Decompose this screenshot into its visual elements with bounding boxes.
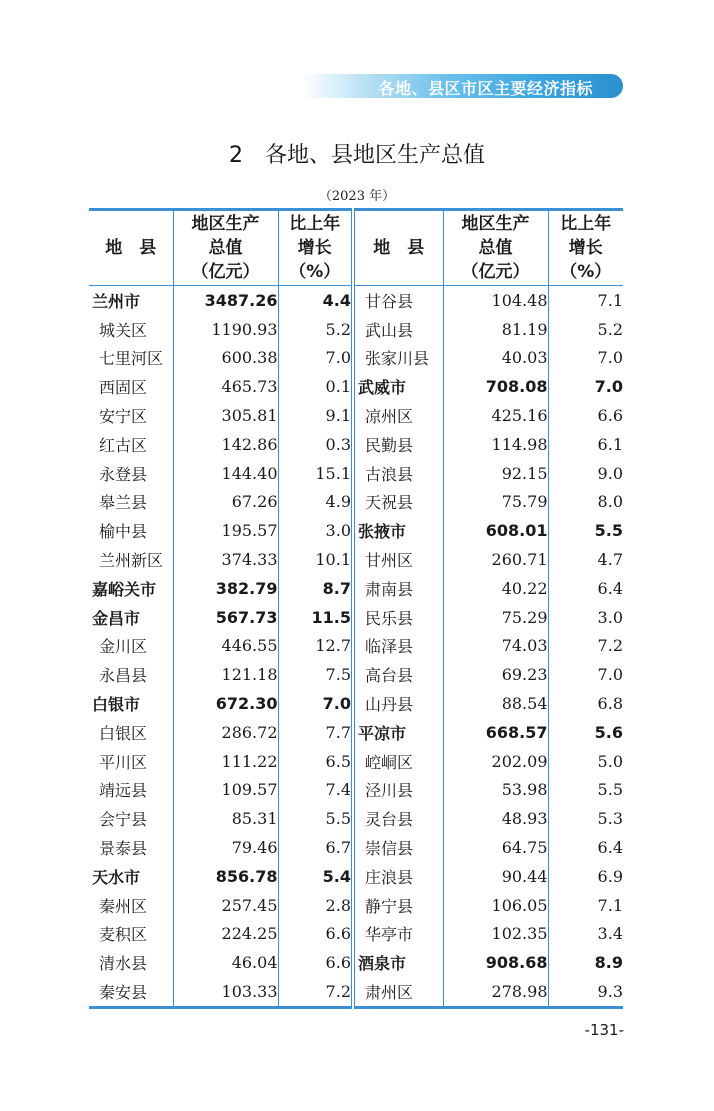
gdp-value-left: 374.33 — [173, 545, 278, 574]
region-name-right: 临泽县 — [353, 632, 443, 661]
region-name-right: 张掖市 — [353, 516, 443, 545]
growth-value-left: 4.9 — [278, 488, 353, 517]
growth-value-left: 5.5 — [278, 804, 353, 833]
region-name-left: 兰州新区 — [99, 551, 164, 571]
gdp-value-right: 425.16 — [443, 401, 548, 430]
region-name-right: 民乐县 — [353, 603, 443, 632]
region-name-right: 古浪县 — [353, 459, 443, 488]
region-name-right: 平凉市 — [353, 718, 443, 747]
gdp-value-left: 286.72 — [173, 718, 278, 747]
growth-value-right: 7.1 — [548, 286, 623, 315]
region-name-left: 金昌市 — [92, 608, 141, 628]
gdp-value-left: 224.25 — [173, 920, 278, 949]
growth-value-right: 6.6 — [548, 401, 623, 430]
growth-value-left: 6.6 — [278, 920, 353, 949]
gdp-value-right: 48.93 — [443, 804, 548, 833]
table-row — [89, 718, 623, 747]
region-name-left: 七里河区 — [99, 349, 164, 369]
region-name-left: 西固区 — [99, 378, 148, 398]
gdp-value-right: 908.68 — [443, 948, 548, 977]
region-name-right: 武威市 — [353, 372, 443, 401]
table-row — [89, 286, 623, 315]
region-name-left: 靖远县 — [99, 781, 148, 801]
region-name-right: 甘州区 — [353, 545, 443, 574]
gdp-value-right: 75.29 — [443, 603, 548, 632]
header-gdp-right: 地区生产 总值 （亿元） — [443, 210, 548, 286]
table-row — [89, 862, 623, 891]
region-name-right: 高台县 — [353, 660, 443, 689]
growth-value-left: 7.0 — [278, 344, 353, 373]
gdp-value-left: 600.38 — [173, 344, 278, 373]
region-name-left: 会宁县 — [99, 810, 148, 830]
gdp-value-right: 74.03 — [443, 632, 548, 661]
table-row — [89, 372, 623, 401]
region-name-right: 民勤县 — [353, 430, 443, 459]
growth-value-right: 3.0 — [548, 603, 623, 632]
growth-value-left: 6.5 — [278, 747, 353, 776]
region-name-left: 白银市 — [92, 695, 141, 715]
table-row — [89, 833, 623, 862]
page-title — [0, 138, 714, 169]
gdp-value-left: 567.73 — [173, 603, 278, 632]
table-row — [89, 689, 623, 718]
gdp-value-left: 305.81 — [173, 401, 278, 430]
gdp-value-right: 260.71 — [443, 545, 548, 574]
gdp-value-left: 46.04 — [173, 948, 278, 977]
region-name-left: 永昌县 — [99, 666, 148, 686]
table-row — [89, 948, 623, 977]
table-row — [89, 516, 623, 545]
region-name-right: 庄浪县 — [353, 862, 443, 891]
region-name-right: 灵台县 — [353, 804, 443, 833]
gdp-value-right: 40.22 — [443, 574, 548, 603]
gdp-value-left: 195.57 — [173, 516, 278, 545]
gdp-table — [89, 208, 623, 1009]
growth-value-left: 5.4 — [278, 862, 353, 891]
table-row — [89, 488, 623, 517]
gdp-value-right: 708.08 — [443, 372, 548, 401]
growth-value-right: 9.0 — [548, 459, 623, 488]
region-name-right: 山丹县 — [353, 689, 443, 718]
table-row — [89, 920, 623, 949]
region-name-left: 兰州市 — [92, 291, 141, 311]
region-name-right: 肃南县 — [353, 574, 443, 603]
growth-value-left: 7.0 — [278, 689, 353, 718]
gdp-value-right: 668.57 — [443, 718, 548, 747]
region-name-left: 榆中县 — [99, 522, 148, 542]
table-number: 2 — [228, 143, 243, 168]
region-name-right: 凉州区 — [353, 401, 443, 430]
growth-value-left: 10.1 — [278, 545, 353, 574]
growth-value-left: 0.3 — [278, 430, 353, 459]
growth-value-left: 5.2 — [278, 315, 353, 344]
region-name-left: 麦积区 — [99, 925, 148, 945]
gdp-value-left: 79.46 — [173, 833, 278, 862]
growth-value-right: 7.0 — [548, 344, 623, 373]
region-name-left: 嘉峪关市 — [92, 579, 157, 599]
region-name-right: 崇信县 — [353, 833, 443, 862]
section-banner-text: 各地、县区市区主要经济指标 — [378, 79, 593, 98]
table-row — [89, 804, 623, 833]
page-number: -131- — [584, 1021, 624, 1039]
growth-value-right: 8.0 — [548, 488, 623, 517]
growth-value-left: 15.1 — [278, 459, 353, 488]
growth-value-right: 7.0 — [548, 660, 623, 689]
gdp-value-left: 1190.93 — [173, 315, 278, 344]
region-name-left: 平川区 — [99, 752, 148, 772]
growth-value-left: 7.5 — [278, 660, 353, 689]
region-name-left: 白银区 — [99, 723, 148, 743]
table-row — [89, 776, 623, 805]
table-row — [89, 545, 623, 574]
region-name-left: 城关区 — [99, 320, 148, 340]
growth-value-left: 2.8 — [278, 891, 353, 920]
header-gdp-left: 地区生产 总值 （亿元） — [173, 210, 278, 286]
header-region-right: 地 县 — [353, 210, 443, 286]
growth-value-left: 11.5 — [278, 603, 353, 632]
growth-value-right: 6.8 — [548, 689, 623, 718]
gdp-value-left: 121.18 — [173, 660, 278, 689]
region-name-right: 武山县 — [353, 315, 443, 344]
year-note: （2023 年） — [318, 189, 396, 204]
growth-value-right: 7.2 — [548, 632, 623, 661]
header-growth-right: 比上年 增长 （%） — [548, 210, 623, 286]
growth-value-left: 0.1 — [278, 372, 353, 401]
growth-value-left: 7.4 — [278, 776, 353, 805]
growth-value-right: 9.3 — [548, 977, 623, 1007]
table-row — [89, 603, 623, 632]
gdp-value-left: 109.57 — [173, 776, 278, 805]
header-region-left: 地 县 — [89, 210, 173, 286]
growth-value-right: 6.1 — [548, 430, 623, 459]
gdp-value-left: 142.86 — [173, 430, 278, 459]
growth-value-right: 5.6 — [548, 718, 623, 747]
growth-value-right: 4.7 — [548, 545, 623, 574]
growth-value-left: 7.2 — [278, 977, 353, 1007]
gdp-value-left: 144.40 — [173, 459, 278, 488]
gdp-value-right: 88.54 — [443, 689, 548, 718]
gdp-value-left: 465.73 — [173, 372, 278, 401]
growth-value-right: 5.5 — [548, 516, 623, 545]
gdp-value-right: 81.19 — [443, 315, 548, 344]
gdp-value-right: 92.15 — [443, 459, 548, 488]
region-name-right: 泾川县 — [353, 776, 443, 805]
table-row — [89, 459, 623, 488]
growth-value-right: 5.5 — [548, 776, 623, 805]
section-banner — [302, 74, 623, 98]
gdp-value-right: 90.44 — [443, 862, 548, 891]
gdp-value-right: 202.09 — [443, 747, 548, 776]
gdp-value-left: 382.79 — [173, 574, 278, 603]
table-row — [89, 977, 623, 1007]
region-name-left: 红古区 — [99, 435, 148, 455]
table-row — [89, 632, 623, 661]
table-title: 各地、县地区生产总值 — [264, 143, 485, 168]
growth-value-right: 7.0 — [548, 372, 623, 401]
growth-value-right: 5.0 — [548, 747, 623, 776]
growth-value-right: 6.4 — [548, 574, 623, 603]
growth-value-left: 9.1 — [278, 401, 353, 430]
gdp-value-right: 69.23 — [443, 660, 548, 689]
growth-value-right: 6.4 — [548, 833, 623, 862]
gdp-value-right: 104.48 — [443, 286, 548, 315]
growth-value-right: 6.9 — [548, 862, 623, 891]
gdp-value-right: 53.98 — [443, 776, 548, 805]
gdp-value-right: 40.03 — [443, 344, 548, 373]
growth-value-right: 8.9 — [548, 948, 623, 977]
region-name-left: 永登县 — [99, 464, 148, 484]
region-name-right: 酒泉市 — [353, 948, 443, 977]
region-name-right: 崆峒区 — [353, 747, 443, 776]
gdp-value-left: 672.30 — [173, 689, 278, 718]
region-name-right: 甘谷县 — [353, 286, 443, 315]
table-row — [89, 344, 623, 373]
gdp-value-right: 64.75 — [443, 833, 548, 862]
growth-value-left: 12.7 — [278, 632, 353, 661]
gdp-value-left: 446.55 — [173, 632, 278, 661]
region-name-right: 静宁县 — [353, 891, 443, 920]
growth-value-right: 5.3 — [548, 804, 623, 833]
gdp-value-left: 111.22 — [173, 747, 278, 776]
region-name-right: 张家川县 — [353, 344, 443, 373]
table-row — [89, 747, 623, 776]
gdp-value-left: 3487.26 — [173, 286, 278, 315]
gdp-value-right: 75.79 — [443, 488, 548, 517]
region-name-left: 秦安县 — [99, 983, 148, 1003]
gdp-value-left: 257.45 — [173, 891, 278, 920]
gdp-value-left: 103.33 — [173, 977, 278, 1007]
table-row — [89, 401, 623, 430]
gdp-value-right: 106.05 — [443, 891, 548, 920]
region-name-left: 清水县 — [99, 954, 148, 974]
region-name-left: 天水市 — [92, 867, 141, 887]
table-row — [89, 660, 623, 689]
table-row — [89, 891, 623, 920]
gdp-value-right: 114.98 — [443, 430, 548, 459]
gdp-value-right: 102.35 — [443, 920, 548, 949]
header-growth-left: 比上年 增长 （%） — [278, 210, 353, 286]
growth-value-left: 3.0 — [278, 516, 353, 545]
region-name-left: 安宁区 — [99, 407, 148, 427]
growth-value-right: 5.2 — [548, 315, 623, 344]
table-row — [89, 430, 623, 459]
growth-value-right: 7.1 — [548, 891, 623, 920]
region-name-right: 天祝县 — [353, 488, 443, 517]
growth-value-right: 3.4 — [548, 920, 623, 949]
gdp-value-left: 856.78 — [173, 862, 278, 891]
growth-value-left: 7.7 — [278, 718, 353, 747]
region-name-left: 金川区 — [99, 637, 148, 657]
table-row — [89, 574, 623, 603]
growth-value-left: 4.4 — [278, 286, 353, 315]
region-name-left: 秦州区 — [99, 896, 148, 916]
gdp-value-left: 85.31 — [173, 804, 278, 833]
region-name-right: 肃州区 — [353, 977, 443, 1007]
gdp-value-right: 278.98 — [443, 977, 548, 1007]
growth-value-left: 6.6 — [278, 948, 353, 977]
gdp-value-left: 67.26 — [173, 488, 278, 517]
gdp-value-right: 608.01 — [443, 516, 548, 545]
growth-value-left: 6.7 — [278, 833, 353, 862]
table-header-row — [89, 210, 623, 286]
region-name-left: 景泰县 — [99, 839, 148, 859]
region-name-left: 皋兰县 — [99, 493, 148, 513]
growth-value-left: 8.7 — [278, 574, 353, 603]
region-name-right: 华亭市 — [353, 920, 443, 949]
table-row — [89, 315, 623, 344]
